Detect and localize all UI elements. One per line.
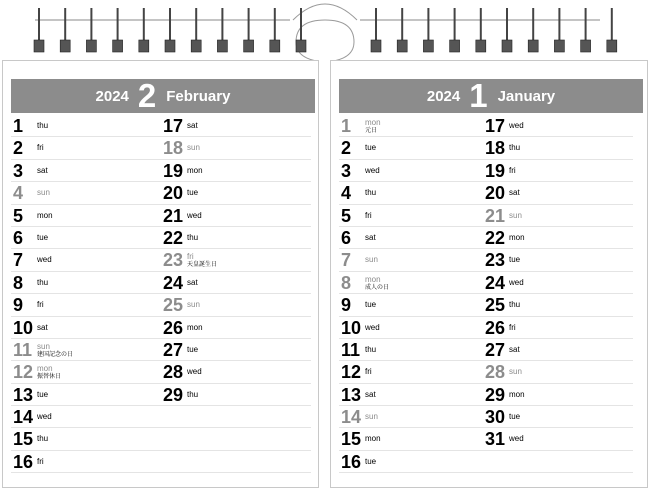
day-number: 20 (163, 183, 184, 204)
day-row (339, 227, 489, 249)
weekday-label: fri (365, 210, 372, 220)
day-row (339, 317, 489, 339)
day-row (161, 249, 311, 271)
day-number: 2 (13, 138, 24, 159)
day-number: 23 (163, 250, 184, 271)
day-row (483, 361, 633, 383)
day-column (11, 115, 161, 473)
day-row (11, 451, 161, 473)
day-row (483, 160, 633, 182)
day-number: 1 (341, 116, 352, 136)
day-row (161, 339, 311, 361)
day-row (339, 428, 489, 450)
day-row (483, 249, 633, 271)
day-row (483, 272, 633, 294)
day-row (339, 272, 489, 294)
day-number: 28 (485, 362, 506, 383)
binding-ring-clip (270, 40, 280, 52)
binding-ring-clip (397, 40, 407, 52)
day-row (339, 294, 489, 316)
weekday-label: sun (37, 188, 50, 198)
weekday-label: mon (187, 322, 203, 332)
weekday-label: thu (365, 188, 377, 198)
weekday-label: wed (187, 367, 202, 377)
weekday-label: tue (509, 412, 521, 422)
day-row (161, 272, 311, 294)
weekday-label: mon (509, 389, 525, 399)
binding-ring-clip (34, 40, 44, 52)
weekday-label: fri (37, 143, 44, 153)
weekday-label: wed (37, 255, 52, 265)
day-number: 2 (341, 138, 352, 159)
day-row (483, 406, 633, 428)
day-row (11, 137, 161, 159)
weekday-label: thu (509, 300, 521, 310)
day-row (339, 451, 489, 473)
weekday-label: thu (37, 277, 49, 287)
weekday-label: fri (37, 300, 44, 310)
weekday-label: sat (365, 389, 376, 399)
day-number: 1 (13, 116, 24, 136)
day-number: 10 (341, 317, 362, 338)
day-number: 28 (163, 362, 184, 383)
weekday-label: tue (187, 344, 199, 354)
header-month-name: January (497, 87, 556, 105)
header-month-number: 1 (469, 77, 488, 114)
weekday-label: sun (37, 341, 50, 351)
day-number: 15 (13, 429, 34, 450)
binding-ring-clip (607, 40, 617, 52)
day-number: 18 (163, 138, 184, 159)
holiday-label: 建国記念の日 (37, 351, 74, 358)
binding-ring-clip (502, 40, 512, 52)
day-row (161, 115, 311, 137)
weekday-label: thu (37, 434, 49, 444)
weekday-label: sat (509, 344, 520, 354)
day-row (483, 205, 633, 227)
binding-ring-clip (86, 40, 96, 52)
weekday-label: mon (365, 434, 381, 444)
day-number: 6 (13, 227, 24, 248)
holiday-label: 成人の日 (365, 284, 390, 291)
binding-ring-clip (296, 40, 306, 52)
weekday-label: sat (187, 121, 198, 130)
day-row (161, 182, 311, 204)
holiday-label: 天皇誕生日 (187, 262, 218, 269)
weekday-label: sun (187, 143, 200, 153)
weekday-label: sat (37, 322, 48, 332)
day-number: 25 (485, 295, 506, 316)
weekday-label: mon (509, 232, 525, 242)
day-number: 17 (485, 116, 506, 136)
day-number: 15 (341, 429, 362, 450)
binding-ring-clip (244, 40, 254, 52)
day-row (483, 317, 633, 339)
weekday-label: thu (187, 389, 199, 399)
day-number: 7 (13, 250, 24, 271)
day-row (339, 182, 489, 204)
day-number: 5 (341, 205, 352, 226)
day-number: 6 (341, 227, 352, 248)
weekday-label: wed (365, 165, 380, 175)
weekday-label: sun (187, 300, 200, 310)
day-row (339, 137, 489, 159)
day-number: 16 (13, 451, 34, 472)
day-number: 29 (163, 384, 184, 405)
day-row (11, 406, 161, 428)
day-number: 26 (485, 317, 506, 338)
weekday-label: thu (509, 143, 521, 153)
day-number: 12 (13, 362, 34, 383)
day-number: 14 (13, 407, 34, 428)
binding-ring-clip (450, 40, 460, 52)
day-row (11, 160, 161, 182)
day-row (483, 428, 633, 450)
day-row (11, 294, 161, 316)
day-row (161, 227, 311, 249)
weekday-label: sun (365, 255, 378, 265)
weekday-label: fri (37, 456, 44, 466)
holiday-label: 元日 (365, 128, 378, 134)
day-row (11, 361, 161, 383)
day-row (339, 115, 489, 137)
weekday-label: thu (187, 232, 199, 242)
day-row (339, 205, 489, 227)
day-number: 11 (341, 339, 361, 360)
day-row (483, 137, 633, 159)
weekday-label: tue (187, 188, 199, 198)
weekday-label: wed (509, 434, 524, 444)
day-number: 10 (13, 317, 34, 338)
day-number: 17 (163, 116, 184, 136)
weekday-label: tue (365, 300, 377, 310)
day-number: 4 (341, 183, 352, 204)
weekday-label: wed (365, 322, 380, 332)
weekday-label: sun (509, 210, 522, 220)
day-row (11, 249, 161, 271)
day-row (161, 317, 311, 339)
binding-ring-clip (371, 40, 381, 52)
empty-row (161, 451, 311, 473)
header-year: 2024 (95, 87, 129, 105)
day-number: 20 (485, 183, 506, 204)
weekday-label: tue (365, 143, 377, 153)
day-row (483, 182, 633, 204)
weekday-label: wed (509, 121, 524, 130)
day-row (161, 384, 311, 406)
binding-ring-clip (217, 40, 227, 52)
weekday-label: fri (509, 322, 516, 332)
day-row (11, 115, 161, 137)
day-number: 7 (341, 250, 352, 271)
day-number: 24 (163, 272, 184, 293)
weekday-label: wed (509, 277, 524, 287)
weekday-label: sun (509, 367, 522, 377)
day-row (161, 205, 311, 227)
day-row (339, 160, 489, 182)
weekday-label: sat (509, 188, 520, 198)
day-row (483, 115, 633, 137)
day-row (339, 406, 489, 428)
header-month-number: 2 (137, 77, 157, 114)
day-row (339, 339, 489, 361)
day-number: 5 (13, 205, 24, 226)
binding-ring-clip (476, 40, 486, 52)
day-number: 29 (485, 384, 506, 405)
day-row (11, 428, 161, 450)
weekday-label: mon (365, 274, 381, 284)
binding-ring-clip (581, 40, 591, 52)
weekday-label: sat (187, 277, 198, 287)
day-number: 3 (13, 160, 24, 181)
weekday-label: tue (509, 255, 521, 265)
day-number: 3 (341, 160, 352, 181)
day-row (483, 227, 633, 249)
day-number: 18 (485, 138, 506, 159)
day-row (11, 317, 161, 339)
day-number: 19 (485, 160, 506, 181)
day-number: 14 (341, 407, 362, 428)
day-number: 30 (485, 407, 506, 428)
day-row (161, 361, 311, 383)
weekday-label: wed (187, 210, 202, 220)
day-column (483, 115, 633, 473)
weekday-label: mon (37, 364, 53, 374)
day-number: 25 (163, 295, 184, 316)
weekday-label: sat (37, 165, 48, 175)
day-number: 31 (485, 429, 506, 450)
weekday-label: mon (187, 165, 203, 175)
day-row (339, 361, 489, 383)
day-number: 27 (485, 339, 506, 360)
day-number: 4 (13, 183, 24, 204)
binding-ring-clip (60, 40, 70, 52)
day-row (339, 384, 489, 406)
day-number: 8 (13, 272, 24, 293)
weekday-label: sat (365, 232, 376, 242)
day-number: 16 (341, 451, 362, 472)
empty-row (483, 451, 633, 473)
day-number: 26 (163, 317, 184, 338)
binding-ring-clip (139, 40, 149, 52)
calendar-page-february (2, 60, 319, 488)
day-number: 8 (341, 272, 352, 293)
day-row (11, 227, 161, 249)
day-row (11, 339, 161, 361)
day-number: 13 (13, 384, 34, 405)
weekday-label: mon (365, 118, 381, 127)
day-row (11, 182, 161, 204)
day-column (161, 115, 311, 473)
month-header (11, 79, 315, 113)
weekday-label: tue (365, 456, 377, 466)
day-number: 13 (341, 384, 362, 405)
weekday-label: mon (37, 210, 53, 220)
day-number: 12 (341, 362, 362, 383)
binding-ring-clip (423, 40, 433, 52)
weekday-label: wed (37, 412, 52, 422)
day-row (11, 272, 161, 294)
header-month-name: February (166, 87, 231, 105)
day-number: 23 (485, 250, 506, 271)
day-row (161, 294, 311, 316)
weekday-label: thu (37, 121, 49, 130)
binding-ring-clip (554, 40, 564, 52)
spiral-binding-icon (0, 0, 651, 60)
day-number: 21 (163, 205, 184, 226)
day-number: 27 (163, 339, 184, 360)
binding-ring-clip (528, 40, 538, 52)
day-row (161, 160, 311, 182)
day-number: 22 (163, 227, 184, 248)
weekday-label: fri (187, 252, 194, 262)
day-row (161, 137, 311, 159)
day-row (483, 294, 633, 316)
calendar-page-january (330, 60, 648, 488)
binding-ring-clip (113, 40, 123, 52)
day-number: 21 (485, 205, 506, 226)
weekday-label: fri (365, 367, 372, 377)
binding-ring-clip (165, 40, 175, 52)
weekday-label: tue (37, 389, 49, 399)
header-year: 2024 (426, 87, 461, 105)
day-row (11, 205, 161, 227)
binding-ring-clip (191, 40, 201, 52)
empty-row (161, 406, 311, 428)
day-number: 9 (341, 295, 352, 316)
day-number: 22 (485, 227, 506, 248)
day-column (339, 115, 489, 473)
day-number: 19 (163, 160, 184, 181)
holiday-label: 振替休日 (37, 374, 62, 381)
day-row (483, 384, 633, 406)
weekday-label: tue (37, 232, 49, 242)
day-number: 11 (13, 339, 33, 360)
weekday-label: sun (365, 412, 378, 422)
day-row (11, 384, 161, 406)
weekday-label: fri (509, 165, 516, 175)
day-number: 9 (13, 295, 24, 316)
weekday-label: thu (365, 344, 377, 354)
day-number: 24 (485, 272, 506, 293)
empty-row (161, 428, 311, 450)
day-row (339, 249, 489, 271)
month-header (339, 79, 643, 113)
day-row (483, 339, 633, 361)
